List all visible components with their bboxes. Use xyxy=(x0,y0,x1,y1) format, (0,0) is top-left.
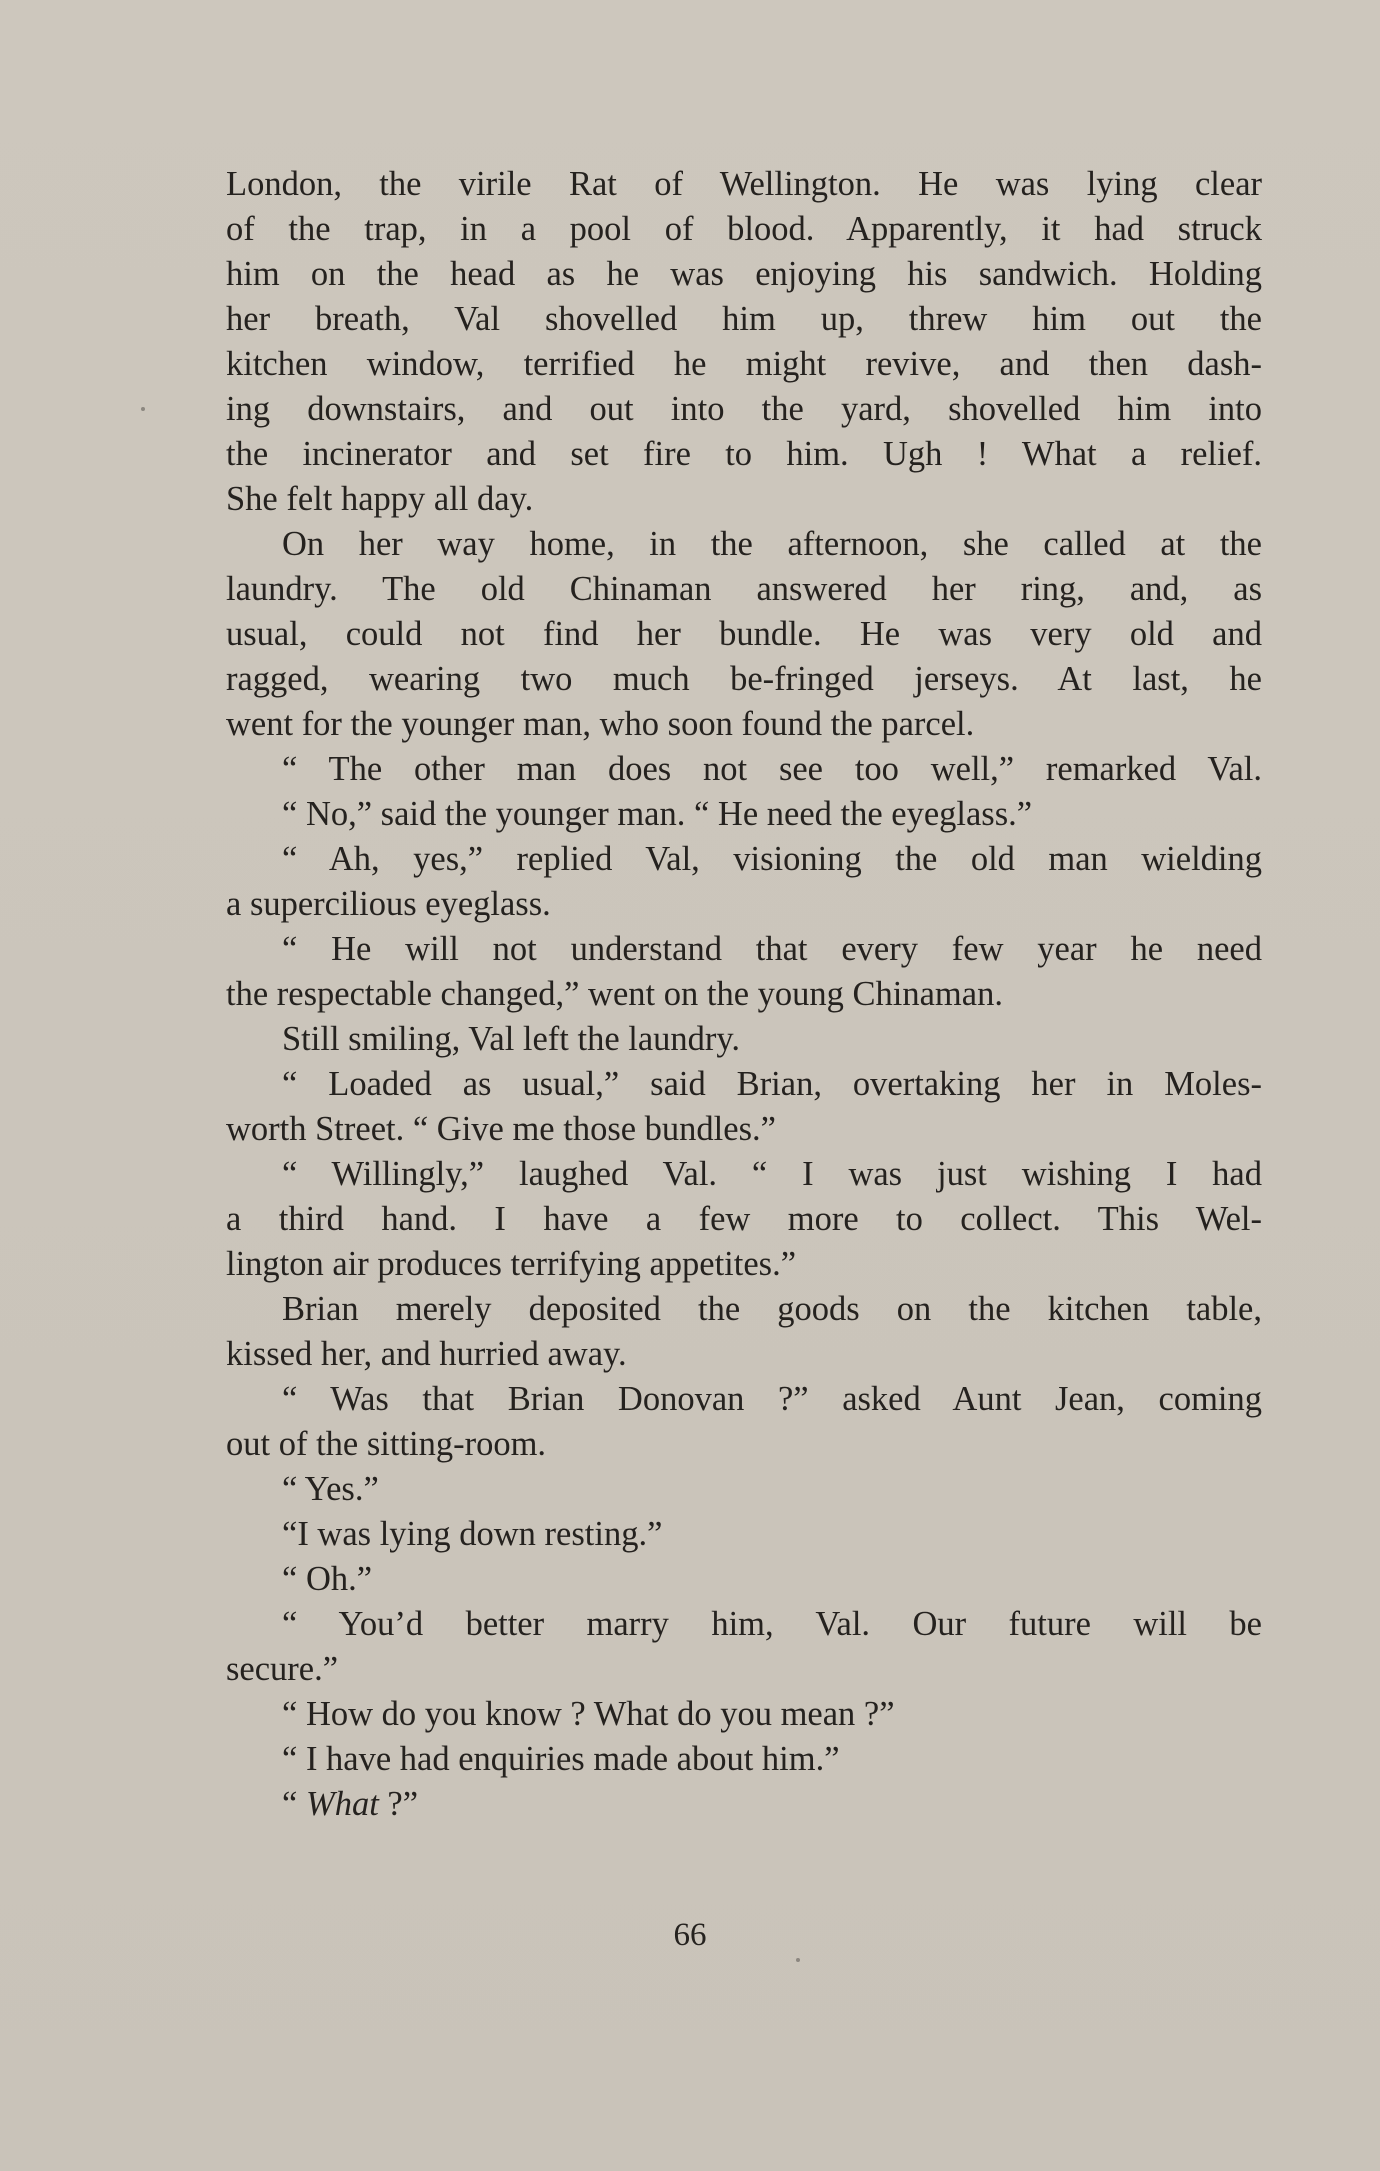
text-line: laundry. The old Chinaman answered her ring, and, as xyxy=(226,570,1262,608)
text-line: him on the head as he was enjoying his sandwich. Holding xyxy=(226,255,1262,293)
text-line: a third hand. I have a few more to collect. This Wel- xyxy=(226,1200,1262,1238)
text-line: On her way home, in the afternoon, she called at the xyxy=(282,525,1262,563)
text-line: secure.” xyxy=(226,1650,339,1688)
page-number: 66 xyxy=(673,1917,707,1953)
text-line: “ The other man does not see too well,” remarked Val. xyxy=(282,750,1262,788)
text-line: “ Was that Brian Donovan ?” asked Aunt Jean, coming xyxy=(282,1380,1262,1418)
paper-speck xyxy=(796,1958,800,1962)
text-line: of the trap, in a pool of blood. Apparently, it had struck xyxy=(226,210,1262,248)
text-line: ing downstairs, and out into the yard, shovelled him into xyxy=(226,390,1262,428)
text-line: out of the sitting-room. xyxy=(226,1425,547,1463)
text-line: She felt happy all day. xyxy=(226,480,534,518)
body-text xyxy=(226,162,1262,1827)
paper-speck xyxy=(141,407,145,411)
text-line: “ Willingly,” laughed Val. “ I was just wishing I had xyxy=(282,1155,1262,1193)
text-line: kissed her, and hurried away. xyxy=(226,1335,627,1373)
text-line: “ He will not understand that every few year he need xyxy=(282,930,1262,968)
text-line: usual, could not find her bundle. He was very old and xyxy=(226,615,1262,653)
text-line: “I was lying down resting.” xyxy=(282,1515,663,1553)
text-line: ragged, wearing two much be-fringed jerseys. At last, he xyxy=(226,660,1262,698)
text-line: “ Loaded as usual,” said Brian, overtaking her in Moles- xyxy=(282,1065,1262,1103)
text-line: a supercilious eyeglass. xyxy=(226,885,551,923)
text-line: London, the virile Rat of Wellington. He was lying clear xyxy=(226,165,1262,203)
text-line: “ No,” said the younger man. “ He need the eyeglass.” xyxy=(282,795,1033,833)
text-line: went for the younger man, who soon found the parcel. xyxy=(226,705,975,743)
text-line: lington air produces terrifying appetites.” xyxy=(226,1245,797,1283)
quote-open: “ xyxy=(282,1785,306,1823)
text-line: “ Ah, yes,” replied Val, visioning the old man wielding xyxy=(282,840,1262,878)
text-line: the respectable changed,” went on the young Chinaman. xyxy=(226,975,1003,1013)
quote-close: ?” xyxy=(378,1785,419,1823)
text-line: “ Yes.” xyxy=(282,1470,379,1508)
text-line: “ You’d better marry him, Val. Our future will be xyxy=(282,1605,1262,1643)
text-line: the incinerator and set fire to him. Ugh ! What a relief. xyxy=(226,435,1262,473)
text-line: her breath, Val shovelled him up, threw him out the xyxy=(226,300,1262,338)
text-line: worth Street. “ Give me those bundles.” xyxy=(226,1110,776,1148)
text-line-last xyxy=(226,1782,1262,1827)
text-line: “ I have had enquiries made about him.” xyxy=(282,1740,840,1778)
text-line: “ Oh.” xyxy=(282,1560,373,1598)
text-line: Brian merely deposited the goods on the kitchen table, xyxy=(282,1290,1262,1328)
text-line: “ How do you know ? What do you mean ?” xyxy=(282,1695,895,1733)
text-line: Still smiling, Val left the laundry. xyxy=(282,1020,741,1058)
text-line: kitchen window, terrified he might revive, and then dash- xyxy=(226,345,1262,383)
italic-word: What xyxy=(305,1785,379,1823)
